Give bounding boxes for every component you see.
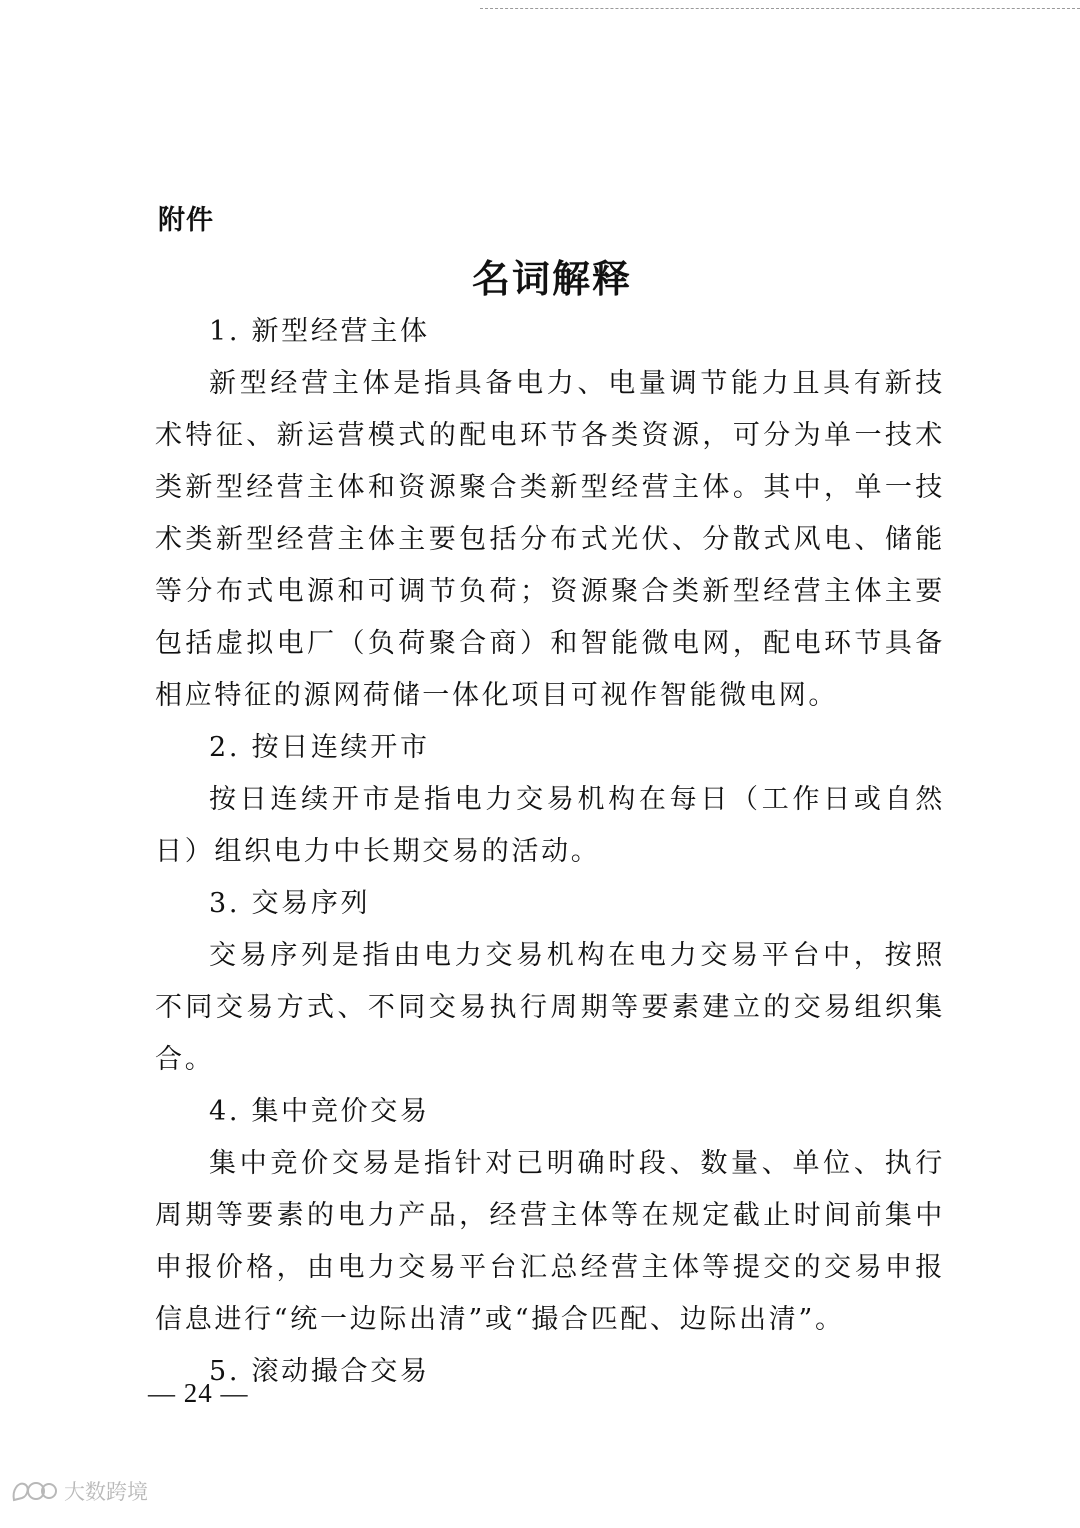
page-title: 名词解释 xyxy=(471,257,632,301)
document-body xyxy=(155,306,945,1398)
page-number: — 24 — xyxy=(148,1378,249,1408)
term-2-paragraph: 按日连续开市是指电力交易机构在每日（工作日或自然日）组织电力中长期交易的活动。 xyxy=(155,784,945,867)
attachment-label: 附件 xyxy=(158,205,214,236)
top-scan-rule xyxy=(480,8,1080,9)
term-3-paragraph: 交易序列是指由电力交易机构在电力交易平台中，按照不同交易方式、不同交易执行周期等要素建立的交易组织集合。 xyxy=(155,940,945,1075)
bubble-logo-icon xyxy=(10,1476,58,1506)
watermark xyxy=(10,1476,148,1506)
term-2-heading: 2. 按日连续开市 xyxy=(209,732,430,763)
term-1-heading: 1. 新型经营主体 xyxy=(209,316,430,347)
term-1-paragraph: 新型经营主体是指具备电力、电量调节能力且具有新技术特征、新运营模式的配电环节各类资源，可分为单一技术类新型经营主体和资源聚合类新型经营主体。其中，单一技术类新型经营主体主要包括分布式光伏、分散式风电、储能等分布式电源和可调节负荷；资源聚合类新型经营主体主要包括虚拟电厂（负荷聚合商）和智能微电网，配电环节具备相应特征的源网荷储一体化项目可视作智能微电网。 xyxy=(155,368,945,711)
term-5-heading: 5. 滚动撮合交易 xyxy=(209,1356,430,1387)
term-3-heading: 3. 交易序列 xyxy=(209,888,371,919)
term-4-heading: 4. 集中竞价交易 xyxy=(209,1096,430,1127)
watermark-text: 大数跨境 xyxy=(64,1480,148,1504)
term-4-paragraph: 集中竞价交易是指针对已明确时段、数量、单位、执行周期等要素的电力产品，经营主体等在规定截止时间前集中申报价格，由电力交易平台汇总经营主体等提交的交易申报信息进行“统一边际出清”或“撮合匹配、边际出清”。 xyxy=(155,1148,945,1335)
